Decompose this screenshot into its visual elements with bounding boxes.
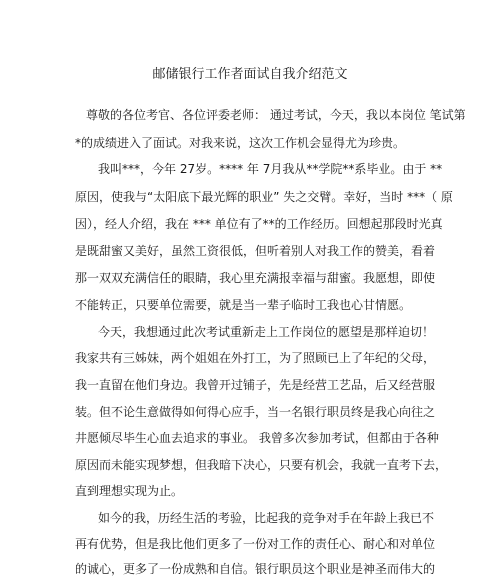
paragraph-line: 我一直留在他们身边。我曾开过铺子，先是经营工艺品，后又经营服 (75, 378, 436, 392)
paragraph-line: 我家共有三姊妹，两个姐姐在外打工，为了照顾已上了年纪的父母， (75, 351, 436, 365)
paragraph-line: 我叫***，今年 27岁。**** 年 7月我从**学院**系毕业。由于 ** (98, 162, 443, 176)
paragraph-line: 井愿倾尽毕生心血去追求的事业。 我曾多次参加考试，但都由于各种 (75, 431, 439, 445)
paragraph-line: 如今的我，历经生活的考验，比起我的竞争对手在年龄上我已不 (98, 511, 435, 525)
paragraph-line: *的成绩进入了面试。对我来说，这次工作机会显得尤为珍贵。 (75, 136, 406, 150)
paragraph-line: 再有优势，但是我比他们更多了一份对工作的责任心、耐心和对单位 (75, 537, 436, 551)
paragraph-line: 是既甜蜜又美好，虽然工资很低，但听着别人对我工作的赞美，看着 (75, 244, 436, 258)
paragraph-line: 直到理想实现为止。 (75, 484, 184, 498)
paragraph-line: 尊敬的各位考官、各位评委老师： 通过考试，今天，我以本岗位 笔试第 (86, 108, 466, 122)
paragraph-line: 装。但不论生意做得如何得心应手，当一名银行职员终是我心向往之 (75, 405, 436, 419)
paragraph-line: 原因，使我与“太阳底下最光辉的职业” 失之交臂。幸好，当时 ***（ 原 (75, 190, 453, 204)
paragraph-line: 不能转正，只要单位需要，就是当一辈子临时工我也心甘情愿。 (75, 298, 412, 312)
document-title: 邮储银行工作者面试自我介绍范文 (152, 67, 348, 82)
paragraph-line: 那一双双充满信任的眼睛，我心里充满报幸福与甜蜜。我愿想，即使 (75, 271, 436, 285)
paragraph-line: 的诚心，更多了一份成熟和自信。银行职员这个职业是神圣而伟大的 (75, 562, 436, 576)
paragraph-line: 今天，我想通过此次考试重新走上工作岗位的愿望是那样迫切！ (98, 325, 435, 339)
paragraph-line: 因），经人介绍，我在 *** 单位有了**的工作经历。回想起那段时光真 (75, 217, 443, 231)
paragraph-line: 原因而未能实现梦想，但我暗下决心，只要有机会，我就一直考下去， (75, 458, 448, 472)
